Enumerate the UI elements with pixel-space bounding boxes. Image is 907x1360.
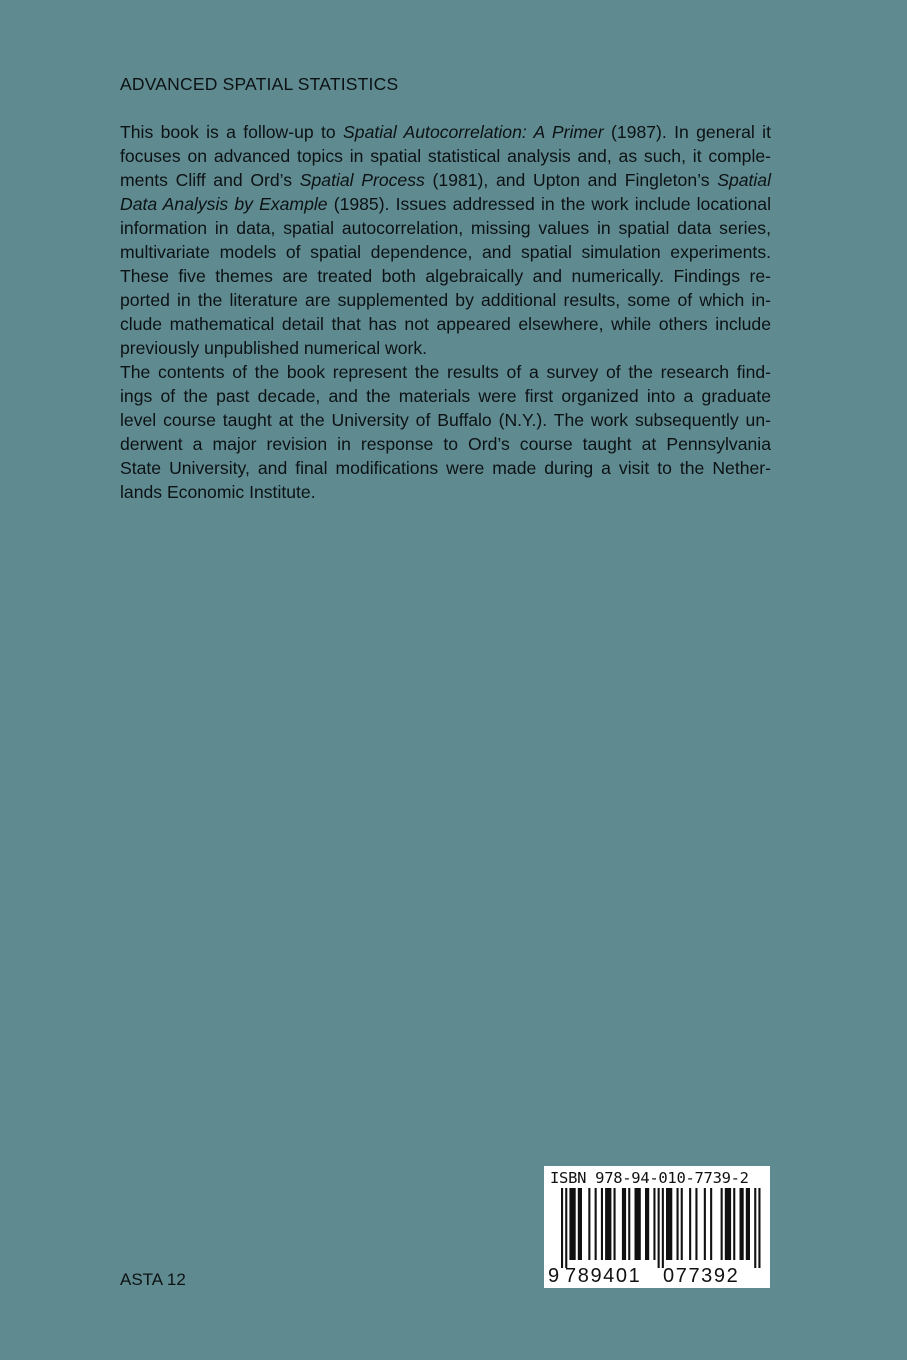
description-line [120,408,771,432]
description-line [120,312,771,336]
barcode-bar [733,1188,735,1260]
barcode-bar [689,1188,691,1260]
description-text: (1987). In general it [603,122,771,142]
barcode-bar [635,1188,641,1260]
description-line [120,336,771,360]
barcode-bar [710,1188,712,1260]
back-cover-heading: ADVANCED SPATIAL STATISTICS [120,74,399,94]
barcode-bar [645,1188,649,1260]
book-title-text: Spatial [717,170,771,190]
back-cover-description [120,120,771,504]
description-text: (1985). Issues addressed in the work include locational [327,194,771,214]
book-title-text: Data Analysis by Example [120,194,328,214]
barcode-bar [605,1188,611,1260]
description-text: ments Cliff and Ord’s [120,170,300,190]
barcode-bar [681,1188,683,1260]
description-line [120,456,771,480]
barcode-guard-bar [754,1188,756,1268]
description-text: ings of the past decade, and the materials were first organized into a graduate [120,386,771,406]
barcode-bar [601,1188,603,1260]
description-line [120,168,771,192]
description-text: (1981), and Upton and Fingleton’s [424,170,718,190]
book-title-text: Spatial Process [299,170,425,190]
barcode-bar [721,1188,723,1260]
description-text: focuses on advanced topics in spatial statistical analysis and, as such, it comple- [120,146,771,166]
barcode-guard-bar [658,1188,660,1268]
description-text: previously unpublished numerical work. [120,338,428,358]
barcode-bar [740,1188,744,1260]
barcode-guard-bar [662,1188,664,1268]
barcode-digits [544,1265,770,1287]
barcode-bar [677,1188,679,1260]
barcode-first-digit: 9 [548,1265,560,1287]
description-line [120,288,771,312]
description-text: The contents of the book represent the results of a survey of the research find- [120,362,771,382]
description-text: ported in the literature are supplemented by additional results, some of which in- [120,290,771,310]
barcode-bar [588,1188,590,1260]
book-title-text: Spatial Autocorrelation: A Primer [343,122,604,142]
description-text: clude mathematical detail that has not appeared elsewhere, while others include [120,314,771,334]
barcode-bars [544,1188,770,1268]
description-line [120,216,771,240]
description-line [120,240,771,264]
description-line [120,144,771,168]
description-text: State University, and final modifications were made during a visit to the Nether- [120,458,771,478]
description-line [120,360,771,384]
description-text: level course taught at the University of Buffalo (N.Y.). The work subsequently un- [120,410,771,430]
description-text: lands Economic Institute. [120,482,316,502]
description-text: These five themes are treated both algebraically and numerically. Findings re- [120,266,771,286]
series-label: ASTA 12 [120,1270,186,1289]
barcode-bar [653,1188,655,1260]
barcode-guard-bar [758,1188,760,1268]
barcode-bar [704,1188,706,1260]
barcode-left-digits: 789401 [565,1265,642,1287]
description-text: multivariate models of spatial dependence, and spatial simulation experiments. [120,242,771,262]
description-line [120,432,771,456]
description-text: information in data, spatial autocorrelation, missing values in spatial data series, [120,218,771,238]
description-line [120,384,771,408]
description-line [120,192,771,216]
barcode-bar [666,1188,672,1260]
description-line [120,480,771,504]
barcode-bar [595,1188,597,1260]
barcode-guard-bar [565,1188,567,1268]
barcode-bar [569,1188,575,1260]
barcode-bar [725,1188,731,1260]
description-text: derwent a major revision in response to Ord’s course taught at Pennsylvania [120,434,771,454]
isbn-barcode [544,1166,770,1288]
barcode-bar [614,1188,616,1260]
description-line [120,264,771,288]
description-text: This book is a follow-up to [120,122,344,142]
barcode-bar [622,1188,626,1260]
barcode-bar [578,1188,582,1260]
barcode-bar [695,1188,697,1260]
description-line [120,120,771,144]
barcode-guard-bar [561,1188,563,1268]
isbn-label: ISBN 978-94-010-7739-2 [550,1169,749,1187]
barcode-bar [746,1188,750,1260]
barcode-bar [628,1188,630,1260]
barcode-right-digits: 077392 [663,1265,740,1287]
